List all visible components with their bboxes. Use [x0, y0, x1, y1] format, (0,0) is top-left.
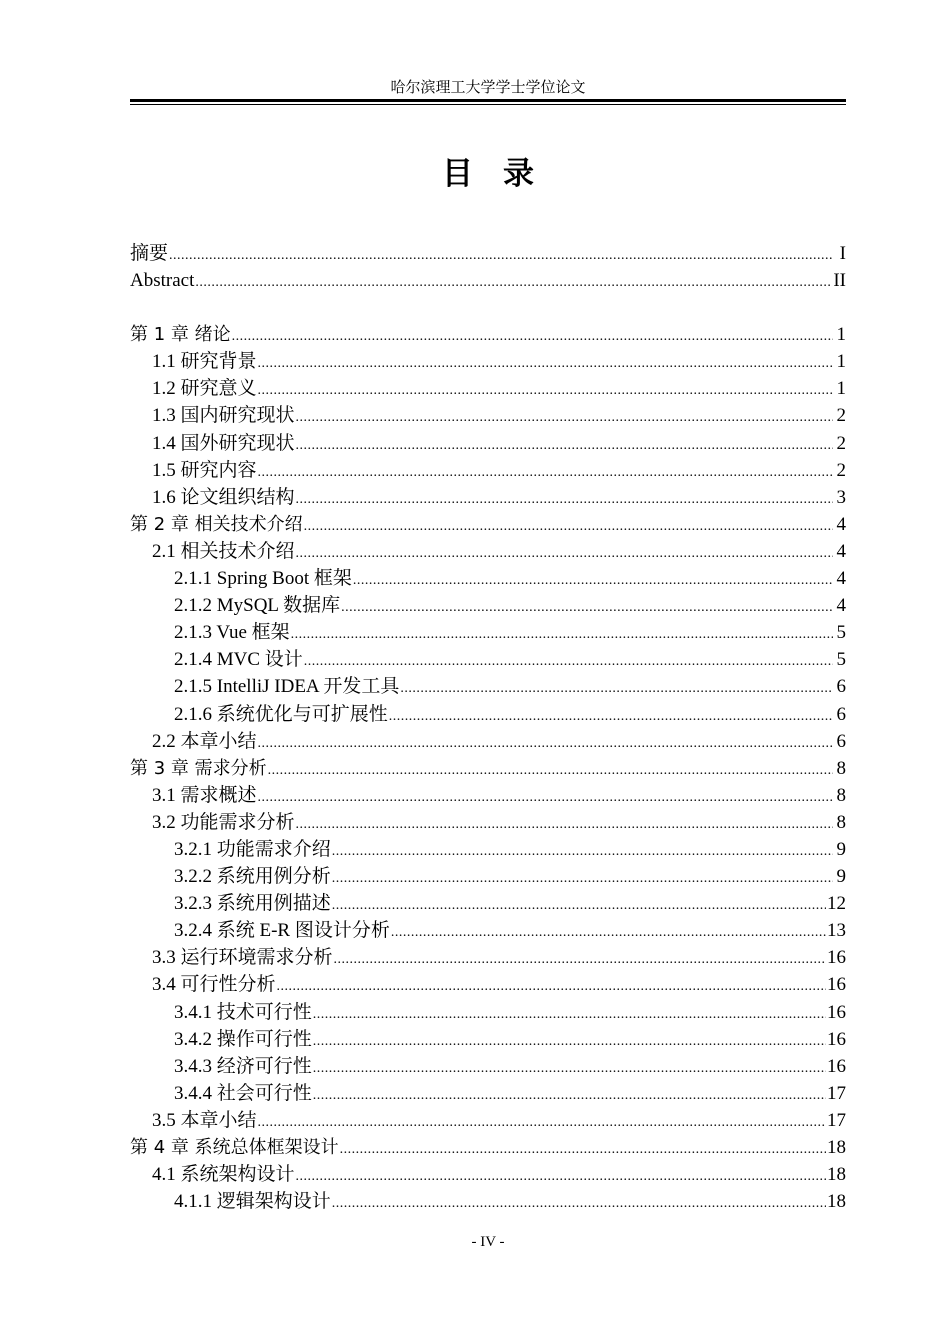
toc-entry[interactable]: [130, 863, 846, 890]
dot-leader: [291, 621, 833, 648]
toc-entry-page: 16: [827, 974, 846, 996]
toc-entry[interactable]: [130, 430, 846, 457]
toc-entry-label: 3.2 功能需求分析: [152, 811, 295, 833]
toc-entry[interactable]: [130, 890, 846, 917]
dot-leader: [258, 377, 833, 404]
dot-leader: [296, 486, 833, 513]
running-header: 哈尔滨理工大学学士学位论文: [390, 80, 586, 96]
toc-entry[interactable]: [130, 1161, 846, 1188]
toc-entry-label: 3.4.4 社会可行性: [174, 1082, 312, 1104]
toc-entry[interactable]: [130, 1080, 846, 1107]
dot-leader: [304, 648, 833, 675]
toc-entry[interactable]: [130, 348, 846, 375]
toc-entry-label: 1.4 国外研究现状: [152, 432, 295, 454]
toc-entry-page: 1: [836, 351, 846, 373]
toc-entry[interactable]: [130, 538, 846, 565]
toc-entry[interactable]: [130, 511, 846, 538]
dot-leader: [258, 784, 833, 811]
toc-entry[interactable]: [130, 402, 846, 429]
dot-leader: [304, 513, 833, 540]
toc-entry-page: 8: [836, 757, 846, 779]
toc-entry-label: 3.2.1 功能需求介绍: [174, 838, 331, 860]
toc-entry-page: 4: [836, 513, 846, 535]
dot-leader: [296, 432, 833, 459]
toc-entry-page: 4: [836, 568, 846, 590]
toc-entry-label: 2.1.1 Spring Boot 框架: [174, 568, 352, 590]
toc-entry-page: 18: [827, 1191, 846, 1213]
toc-entry[interactable]: [130, 836, 846, 863]
toc-entry-label: 第 4 章 系统总体框架设计: [130, 1137, 339, 1158]
toc-entry-label: 3.4.1 技术可行性: [174, 1001, 312, 1023]
toc-entry[interactable]: [130, 1053, 846, 1080]
dot-leader: [258, 459, 833, 486]
toc-entry-page: 2: [836, 432, 846, 454]
toc-entry-label: 2.1.3 Vue 框架: [174, 622, 290, 644]
toc-entry[interactable]: [130, 917, 846, 944]
toc-entry-page: 9: [836, 838, 846, 860]
toc-entry-page: 6: [836, 676, 846, 698]
toc-entry-label: 3.2.4 系统 E-R 图设计分析: [174, 920, 390, 942]
toc-entry-page: II: [833, 270, 846, 292]
toc-entry-page: 12: [827, 893, 846, 915]
toc-entry[interactable]: [130, 782, 846, 809]
toc-entry-page: 17: [827, 1109, 846, 1131]
toc-entry[interactable]: [130, 701, 846, 728]
toc-entry-label: 3.1 需求概述: [152, 784, 257, 806]
toc-entry[interactable]: [130, 457, 846, 484]
dot-leader: [277, 973, 826, 1000]
dot-leader: [268, 757, 833, 784]
dot-leader: [332, 865, 833, 892]
toc-entry-label: 第 1 章 绪论: [130, 324, 231, 346]
toc-entry-page: 9: [836, 866, 846, 888]
toc-entry-label: 1.1 研究背景: [152, 351, 257, 373]
toc-entry-page: 16: [827, 1028, 846, 1050]
toc-entry-page: 1: [836, 324, 846, 346]
toc-entry-page: 13: [827, 920, 846, 942]
toc-entry-label: 3.4.3 经济可行性: [174, 1055, 312, 1077]
dot-leader: [169, 242, 833, 269]
dot-leader: [313, 1082, 826, 1109]
dot-leader: [258, 730, 833, 757]
toc-entry-page: 6: [836, 730, 846, 752]
dot-leader: [296, 1163, 826, 1190]
toc-entry-label: 2.1.6 系统优化与可扩展性: [174, 703, 388, 725]
dot-leader: [232, 323, 833, 350]
dot-leader: [296, 404, 833, 431]
toc-entry-page: 3: [836, 486, 846, 508]
toc-entry[interactable]: [130, 592, 846, 619]
dot-leader: [340, 1136, 826, 1163]
toc-entry-page: 4: [836, 595, 846, 617]
page-number: - IV -: [471, 1234, 505, 1250]
toc-entry[interactable]: [130, 267, 846, 294]
toc-entry-label: 2.2 本章小结: [152, 730, 257, 752]
toc-entry-label: 1.6 论文组织结构: [152, 486, 295, 508]
toc-entry-page: 5: [836, 622, 846, 644]
toc-entry-label: 3.5 本章小结: [152, 1109, 257, 1131]
dot-leader: [296, 811, 833, 838]
toc-entry[interactable]: [130, 484, 846, 511]
toc-entry-label: 第 3 章 需求分析: [130, 757, 267, 779]
toc-entry-page: 8: [836, 811, 846, 833]
toc-entry[interactable]: [130, 755, 846, 782]
toc-entry[interactable]: [130, 321, 846, 348]
dot-leader: [258, 350, 833, 377]
toc-entry-label: 2.1.2 MySQL 数据库: [174, 595, 341, 617]
toc-entry[interactable]: [130, 999, 846, 1026]
toc-entry[interactable]: [130, 728, 846, 755]
toc-entry[interactable]: [130, 809, 846, 836]
toc-entry-page: 17: [827, 1082, 846, 1104]
toc-entry-label: 1.3 国内研究现状: [152, 405, 295, 427]
toc-entry-label: 2.1 相关技术介绍: [152, 540, 295, 562]
dot-leader: [353, 567, 833, 594]
toc-entry-label: 4.1 系统架构设计: [152, 1164, 295, 1186]
dot-leader: [391, 919, 826, 946]
toc-entry-label: 3.2.3 系统用例描述: [174, 893, 331, 915]
toc-entry-label: 4.1.1 逻辑架构设计: [174, 1191, 331, 1213]
header-rule-thin: [130, 104, 846, 105]
toc-entry-page: 4: [836, 540, 846, 562]
dot-leader: [400, 675, 833, 702]
toc-entry[interactable]: [130, 375, 846, 402]
dot-leader: [389, 703, 833, 730]
toc-entry-label: 1.5 研究内容: [152, 459, 257, 481]
toc-entry[interactable]: [130, 240, 846, 267]
table-of-contents: [130, 240, 846, 1215]
toc-entry[interactable]: [130, 944, 846, 971]
dot-leader: [341, 594, 833, 621]
toc-entry-page: I: [839, 243, 846, 264]
toc-entry-label: 1.2 研究意义: [152, 378, 257, 400]
toc-entry-label: 2.1.4 MVC 设计: [174, 649, 303, 671]
dot-leader: [332, 838, 833, 865]
toc-entry[interactable]: [130, 1026, 846, 1053]
header-rule-thick: [130, 99, 846, 102]
toc-entry-page: 16: [827, 1001, 846, 1023]
toc-entry[interactable]: [130, 1134, 846, 1161]
toc-entry-page: 1: [836, 378, 846, 400]
dot-leader: [258, 1109, 826, 1136]
toc-entry-label: 第 2 章 相关技术介绍: [130, 513, 303, 535]
toc-entry[interactable]: [130, 1107, 846, 1134]
toc-entry-label: 2.1.5 IntelliJ IDEA 开发工具: [174, 676, 400, 698]
toc-entry-label: 3.2.2 系统用例分析: [174, 866, 331, 888]
toc-entry-label: 3.4.2 操作可行性: [174, 1028, 312, 1050]
toc-entry-page: 2: [836, 405, 846, 427]
toc-entry[interactable]: [130, 673, 846, 700]
toc-entry-page: 18: [827, 1164, 846, 1186]
toc-entry-label: Abstract: [130, 270, 195, 292]
toc-entry-label: 摘要: [130, 243, 169, 264]
toc-entry[interactable]: [130, 646, 846, 673]
dot-leader: [296, 540, 833, 567]
toc-entry-page: 16: [827, 1055, 846, 1077]
toc-entry[interactable]: [130, 619, 846, 646]
toc-entry-page: 16: [827, 947, 846, 969]
dot-leader: [332, 1190, 826, 1217]
toc-entry[interactable]: [130, 565, 846, 592]
dot-leader: [334, 946, 826, 973]
toc-entry-page: 18: [827, 1137, 846, 1158]
toc-entry-label: 3.4 可行性分析: [152, 974, 276, 996]
toc-entry-page: 5: [836, 649, 846, 671]
page-title: 目录: [442, 156, 564, 192]
toc-entry-label: 3.3 运行环境需求分析: [152, 947, 333, 969]
dot-leader: [195, 269, 832, 296]
toc-entry-page: 8: [836, 784, 846, 806]
dot-leader: [313, 1055, 826, 1082]
toc-entry-page: 2: [836, 459, 846, 481]
dot-leader: [313, 1028, 826, 1055]
dot-leader: [332, 892, 826, 919]
toc-entry[interactable]: [130, 1188, 846, 1215]
toc-entry[interactable]: [130, 971, 846, 998]
dot-leader: [313, 1001, 826, 1028]
toc-entry-page: 6: [836, 703, 846, 725]
